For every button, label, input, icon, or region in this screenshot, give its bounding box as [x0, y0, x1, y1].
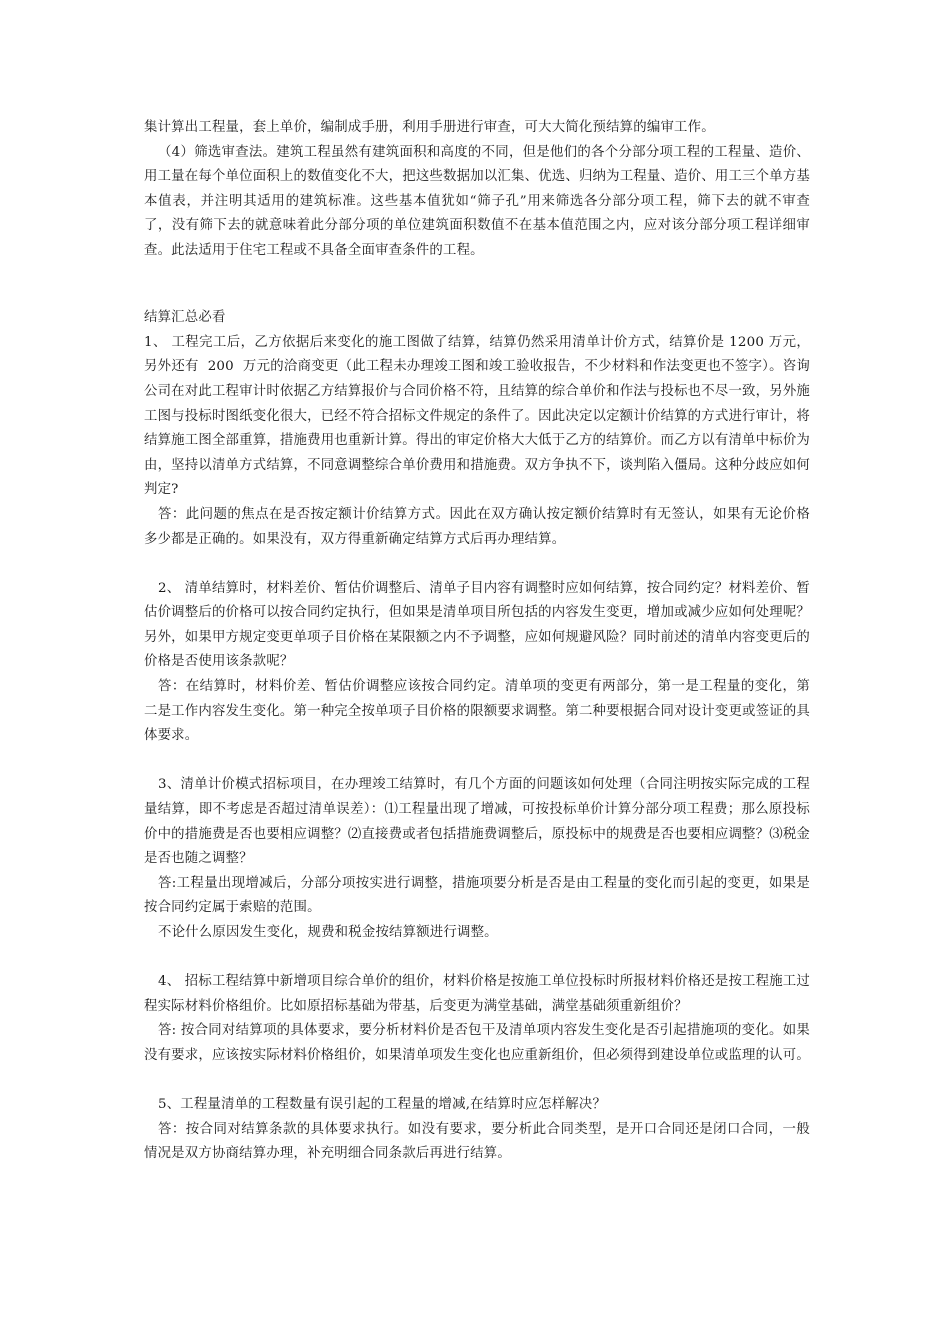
- spacer: [144, 749, 810, 774]
- question-1: 1、 工程完工后，乙方依据后来变化的施工图做了结算，结算仍然采用清单计价方式，结算价是 1200 万元，另外还有 200 万元的洽商变更（此工程未办理竣工图和竣工验收报告，不少材料和作法变更也不签字）。咨询公司在对此工程审计时依据乙方结算报价与合同价格不符，且结算的综合单价和作法与投标也不尽一致，另外施工图与投标时图纸变化很大，已经不符合招标文件规定的条件了。因此决定以定额计价结算的方式进行审计，将结算施工图全部重算，措施费用也重新计算。得出的审定价格大大低于乙方的结算价。而乙方以有清单中标价为由，坚持以清单方式结算，不同意调整综合单价费用和措施费。双方争执不下，谈判陷入僵局。这种分歧应如何判定?: [144, 334, 810, 498]
- spacer: [144, 946, 810, 971]
- question-5: 5、工程量清单的工程数量有误引起的工程量的增减,在结算时应怎样解决？: [158, 1097, 607, 1113]
- answer-1: 答：此问题的焦点在是否按定额计价结算方式。因此在双方确认按定额价结算时有无签认，如果有无论价格多少都是正确的。如果没有，双方得重新确定结算方式后再办理结算。: [144, 506, 810, 547]
- intro-line: 集计算出工程量，套上单价，编制成手册，利用手册进行审查，可大大简化预结算的编审工作。: [144, 120, 715, 135]
- spacer: [144, 264, 810, 289]
- answer-4: 答: 按合同对结算项的具体要求，要分析材料价是否包干及清单项内容发生变化是否引起措施项的变化。如果没有要求，应该按实际材料价格组价，如果清单项发生变化也应重新组价，但必须得到建设单位或监理的认可。: [144, 1023, 810, 1063]
- screen-method-paragraph: （4）筛选审查法。建筑工程虽然有建筑面积和高度的不同，但是他们的各个分部分项工程的工程量、造价、用工量在每个单位面积上的数值变化不大，把这些数据加以汇集、优选、归纳为工程量、造价、用工三个单方基本值表，并注明其适用的建筑标准。这些基本值犹如“筛子孔”用来筛选各分部分项工程，筛下去的就不审查了，没有筛下去的就意味着此分部分项的单位建筑面积数值不在基本值范围之内，应对该分部分项工程详细审查。此法适用于住宅工程或不具备全面审查条件的工程。: [144, 144, 810, 258]
- answer-3-extra: 不论什么原因发生变化，规费和税金按结算额进行调整。: [158, 925, 498, 940]
- section-heading: 结算汇总必看: [144, 310, 226, 326]
- question-2: 2、 清单结算时，材料差价、暂估价调整后、清单子目内容有调整时应如何结算，按合同约定？材料差价、暂估价调整后的价格可以按合同约定执行，但如果是清单项目所包括的内容发生变更，增加或减少应如何处理呢？另外，如果甲方规定变更单项子目价格在某限额之内不予调整，应如何规避风险？同时前述的清单内容变更后的价格是否使用该条款呢？: [144, 580, 810, 670]
- spacer: [144, 552, 810, 577]
- document-page: [144, 116, 810, 1167]
- answer-5: 答：按合同对结算条款的具体要求执行。如没有要求，要分析此合同类型，是开口合同还是闭口合同，一般情况是双方协商结算办理，补充明细合同条款后再进行结算。: [144, 1121, 810, 1162]
- question-3: 3、清单计价模式招标项目，在办理竣工结算时，有几个方面的问题该如何处理（合同注明按实际完成的工程量结算，即不考虑是否超过清单误差）：⑴工程量出现了增减，可按投标单价计算分部分项工程费；那么原投标价中的措施费是否也要相应调整？⑵直接费或者包括措施费调整后，原投标中的规费是否也要相应调整？⑶税金是否也随之调整？: [144, 777, 810, 867]
- answer-3: 答:工程量出现增减后，分部分项按实进行调整，措施项要分析是否是由工程量的变化而引起的变更，如果是按合同约定属于索赔的范围。: [144, 875, 810, 916]
- question-4: 4、 招标工程结算中新增项目综合单价的组价，材料价格是按施工单位投标时所报材料价格还是按工程施工过程实际材料价格组价。比如原招标基础为带基，后变更为满堂基础，满堂基础须重新组价？: [144, 974, 810, 1014]
- spacer: [144, 288, 810, 306]
- spacer: [144, 1069, 810, 1094]
- answer-2: 答：在结算时，材料价差、暂估价调整应该按合同约定。清单项的变更有两部分，第一是工程量的变化，第二是工作内容发生变化。第一种完全按单项子目价格的限额要求调整。第二种要根据合同对设计变更或签证的具体要求。: [144, 679, 810, 744]
